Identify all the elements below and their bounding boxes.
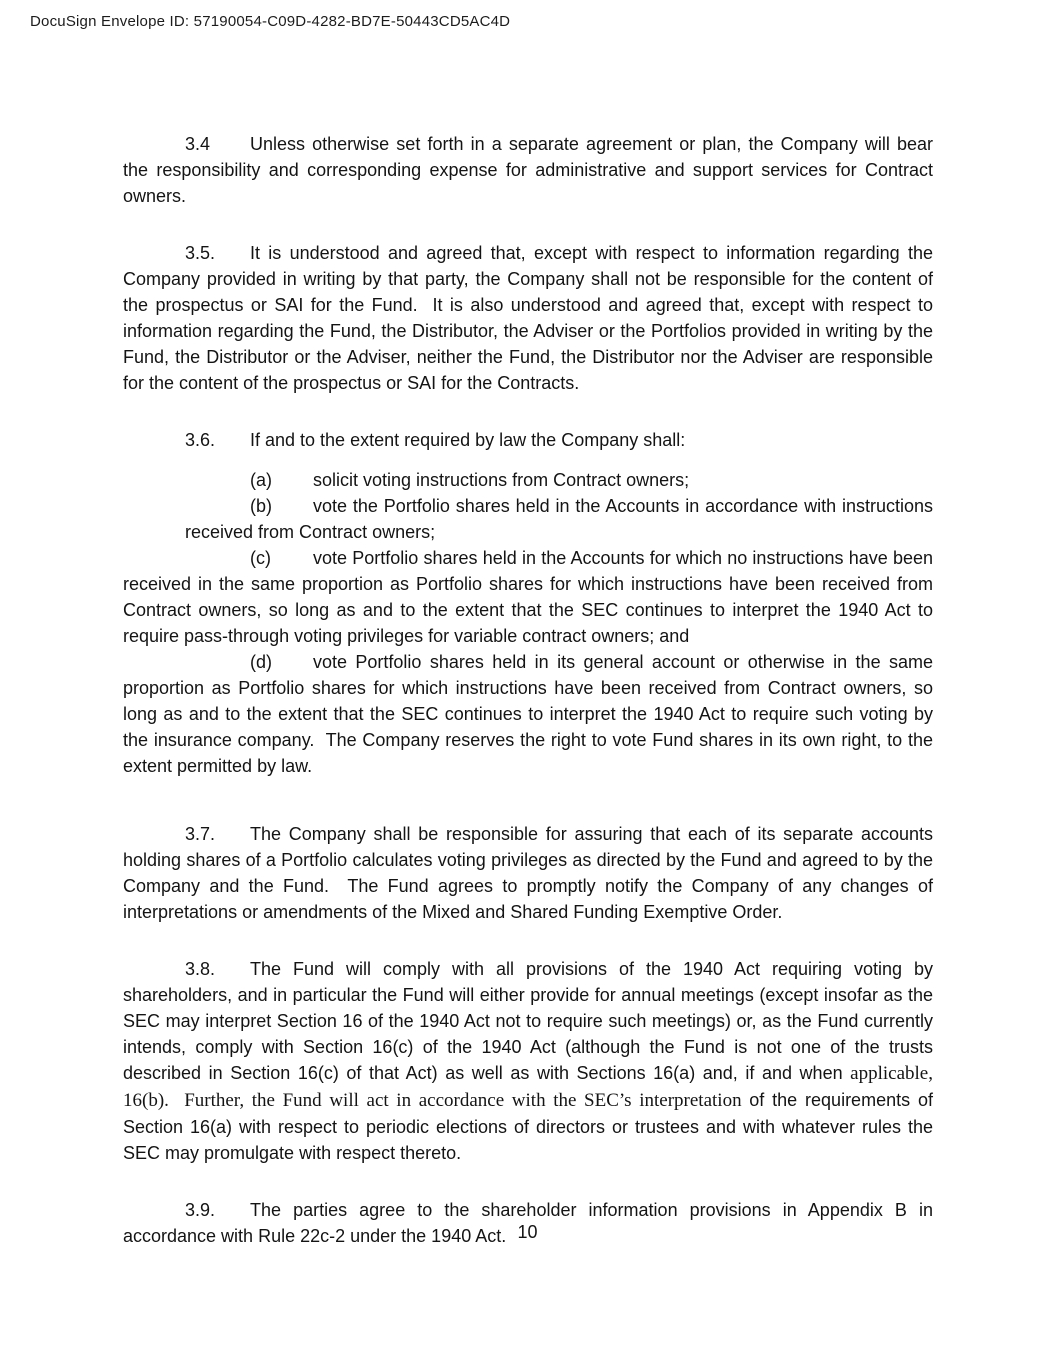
docusign-envelope-id: DocuSign Envelope ID: 57190054-C09D-4282-BD7E-50443CD5AC4D bbox=[30, 13, 511, 30]
section-text-sans: of the requirements of Section 16(a) with respect to periodic elections of directors or trustees and with whatever rules the SEC may promulgate with respect thereto. bbox=[123, 1090, 933, 1163]
section-text: If and to the extent required by law the Company shall: bbox=[250, 430, 686, 450]
list-item-label: (b) bbox=[250, 496, 272, 516]
section-3-4 bbox=[123, 131, 933, 209]
section-text: Unless otherwise set forth in a separate agreement or plan, the Company will bear the responsibility and corresponding expense for administrative and support services for Contract owners. bbox=[123, 134, 933, 206]
section-number: 3.8. bbox=[185, 959, 216, 979]
section-number: 3.7. bbox=[185, 824, 216, 844]
list-item-c bbox=[123, 545, 933, 649]
section-text: The Company shall be responsible for assuring that each of its separate accounts holding shares of a Portfolio calculates voting privileges as directed by the Fund and agreed to by the Company and the Fund. The Fund agrees to promptly notify the Company of any changes of interpretations or amendments of the Mixed and Shared Funding Exemptive Order. bbox=[123, 824, 933, 922]
section-3-8 bbox=[123, 956, 933, 1166]
list-item-d bbox=[123, 649, 933, 779]
section-text-serif: applicable, 16(b). Further, the Fund will act in accordance with the SEC’s interpretation bbox=[123, 1063, 933, 1111]
list-item-a bbox=[123, 467, 933, 493]
section-3-6 bbox=[123, 427, 933, 453]
section-3-6-list bbox=[123, 467, 933, 779]
section-number: 3.5. bbox=[185, 243, 216, 263]
list-item-label: (a) bbox=[250, 470, 272, 490]
list-item-b bbox=[123, 493, 933, 545]
section-number: 3.6. bbox=[185, 430, 216, 450]
section-number: 3.4 bbox=[185, 134, 211, 154]
list-item-text: vote Portfolio shares held in its general account or otherwise in the same proportion as Portfolio shares for which instructions have been received from Contract owners, so long as and to the extent that the SEC continues to interpret the 1940 Act to require such voting by the insurance company. The Company reserves the right to vote Fund shares in its own right, to the extent permitted by law. bbox=[123, 652, 933, 776]
list-item-text: vote Portfolio shares held in the Accounts for which no instructions have been received in the same proportion as Portfolio shares for which instructions have been received from Contract owners, so long as and to the extent that the SEC continues to interpret the 1940 Act to require pass-through voting privileges for variable contract owners; and bbox=[123, 548, 933, 646]
section-text-sans: The Fund will comply with all provisions of the 1940 Act requiring voting by shareholders, and in particular the Fund will either provide for annual meetings (except insofar as the SEC may interpret Section 16 of the 1940 Act not to require such meetings) or, as the Fund currently intends, comply with Section 16(c) of the 1940 Act (although the Fund is not one of the trusts described in Section 16(c) of that Act) as well as with Sections 16(a) and, if and when bbox=[123, 959, 933, 1083]
section-number: 3.9. bbox=[185, 1200, 216, 1220]
list-item-label: (c) bbox=[250, 548, 271, 568]
section-text: The parties agree to the shareholder information provisions in Appendix B in accordance with Rule 22c-2 under the 1940 Act. bbox=[123, 1200, 933, 1246]
list-item-text: solicit voting instructions from Contract owners; bbox=[313, 470, 690, 490]
section-3-5 bbox=[123, 240, 933, 396]
section-3-7 bbox=[123, 821, 933, 925]
page-number: 10 bbox=[517, 1222, 538, 1242]
section-text: It is understood and agreed that, except with respect to information regarding the Company provided in writing by that party, the Company shall not be responsible for the content of the prospectus or SAI for the Fund. It is also understood and agreed that, except with respect to information regarding the Fund, the Distributor, the Adviser or the Portfolios provided in writing by the Fund, the Distributor or the Adviser, neither the Fund, the Distributor nor the Adviser are responsible for the content of the prospectus or SAI for the Contracts. bbox=[123, 243, 933, 393]
document-body bbox=[123, 131, 933, 1280]
list-item-text: vote the Portfolio shares held in the Accounts in accordance with instructions received from Contract owners; bbox=[185, 496, 933, 542]
list-item-label: (d) bbox=[250, 652, 272, 672]
